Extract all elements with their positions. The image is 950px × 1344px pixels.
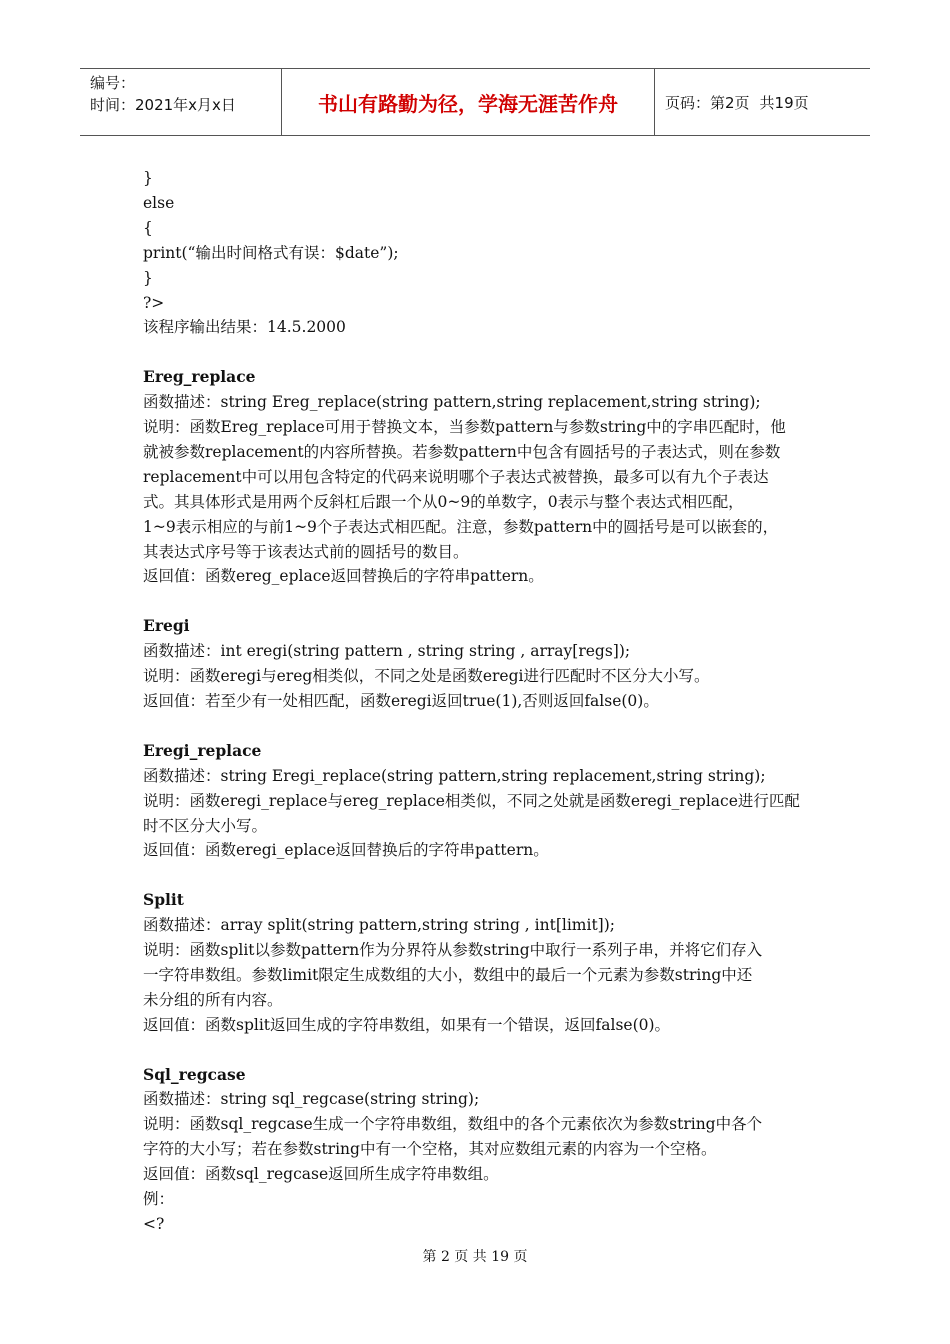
blank-line xyxy=(143,589,823,614)
text-line: 说明：函数split以参数pattern作为分界符从参数string中取行一系列子串，并将它们存入 xyxy=(143,941,763,960)
text-line: print(“输出时间格式有误：$date”); xyxy=(143,243,399,262)
header-motto: 书山有路勤为径，学海无涯苦作舟 xyxy=(318,91,618,116)
text-line: ?> xyxy=(143,293,165,312)
text-line: 说明：函数eregi_replace与ereg_replace相类似，不同之处就是函数eregi_replace进行匹配 xyxy=(143,791,800,810)
text-line: 1~9表示相应的与前1~9个子表达式相匹配。注意，参数pattern中的圆括号是可以嵌套的， xyxy=(143,517,779,536)
text-line: 时不区分大小写。 xyxy=(143,816,268,835)
text-line: 说明：函数sql_regcase生成一个字符串数组，数组中的各个元素依次为参数string中各个 xyxy=(143,1115,763,1134)
function-heading: Sql_regcase xyxy=(143,1064,246,1084)
text-line: 该程序输出结果：14.5.2000 xyxy=(143,318,346,337)
text-line: 函数描述：string Ereg_replace(string pattern,string replacement,string string); xyxy=(143,393,761,412)
text-line: 函数描述：array split(string pattern,string string , int[limit]); xyxy=(143,916,615,935)
header-motto-cell xyxy=(282,69,655,135)
blank-line xyxy=(143,340,823,365)
text-line: 函数描述：string Eregi_replace(string pattern,string replacement,string string); xyxy=(143,766,766,785)
document-date: 时间：2021年x月x日 xyxy=(90,96,236,114)
text-line: 函数描述：int eregi(string pattern , string string , array[regs]); xyxy=(143,642,631,661)
header-page-number: 页码：第2页 xyxy=(665,93,750,112)
text-line: 就被参数replacement的内容所替换。若参数pattern中包含有圆括号的子表达式，则在参数 xyxy=(143,442,781,461)
text-line: } xyxy=(143,268,153,287)
text-line: 字符的大小写；若在参数string中有一个空格，其对应数组元素的内容为一个空格。 xyxy=(143,1140,717,1159)
text-line: 返回值：函数sql_regcase返回所生成字符串数组。 xyxy=(143,1165,499,1184)
text-line: 未分组的所有内容。 xyxy=(143,990,283,1009)
text-line: { xyxy=(143,218,153,237)
text-line: 返回值：函数eregi_eplace返回替换后的字符串pattern。 xyxy=(143,841,549,860)
blank-line xyxy=(143,1038,823,1063)
header-total-pages: 共19页 xyxy=(759,93,809,112)
function-heading: Eregi_replace xyxy=(143,740,262,760)
text-line: 返回值：若至少有一处相匹配，函数eregi返回true(1),否则返回false(0)。 xyxy=(143,692,659,710)
text-line: 说明：函数Ereg_replace可用于替换文本，当参数pattern与参数string中的字串匹配时，他 xyxy=(143,418,786,437)
page-footer xyxy=(0,1246,950,1266)
text-line: 函数描述：string sql_regcase(string string); xyxy=(143,1090,480,1109)
document-body xyxy=(143,166,823,1237)
text-line: } xyxy=(143,169,153,187)
text-line: 其表达式序号等于该表达式前的圆括号的数目。 xyxy=(143,542,469,561)
page-header xyxy=(80,68,870,136)
text-line: 返回值：函数split返回生成的字符串数组，如果有一个错误，返回false(0)。 xyxy=(143,1015,671,1034)
document-number-label: 编号： xyxy=(90,74,136,92)
text-line: <? xyxy=(143,1214,165,1233)
function-heading: Ereg_replace xyxy=(143,367,256,387)
blank-line xyxy=(143,714,823,739)
header-info-cell xyxy=(80,69,282,135)
text-line: else xyxy=(143,193,175,212)
text-line: 式。其具体形式是用两个反斜杠后跟一个从0~9的单数字，0表示与整个表达式相匹配， xyxy=(143,492,744,511)
function-heading: Split xyxy=(143,890,184,910)
text-line: 一字符串数组。参数limit限定生成数组的大小，数组中的最后一个元素为参数string中还 xyxy=(143,965,753,984)
text-line: 说明：函数eregi与ereg相类似，不同之处是函数eregi进行匹配时不区分大小写。 xyxy=(143,667,710,686)
footer-page-indicator: 第 2 页 共 19 页 xyxy=(422,1249,528,1265)
text-line: 返回值：函数ereg_eplace返回替换后的字符串pattern。 xyxy=(143,567,544,586)
blank-line xyxy=(143,863,823,888)
text-line: replacement中可以用包含特定的代码来说明哪个子表达式被替换，最多可以有九个子表达 xyxy=(143,467,769,486)
header-page-cell xyxy=(655,69,870,135)
function-heading: Eregi xyxy=(143,616,190,636)
text-line: 例： xyxy=(143,1190,175,1209)
